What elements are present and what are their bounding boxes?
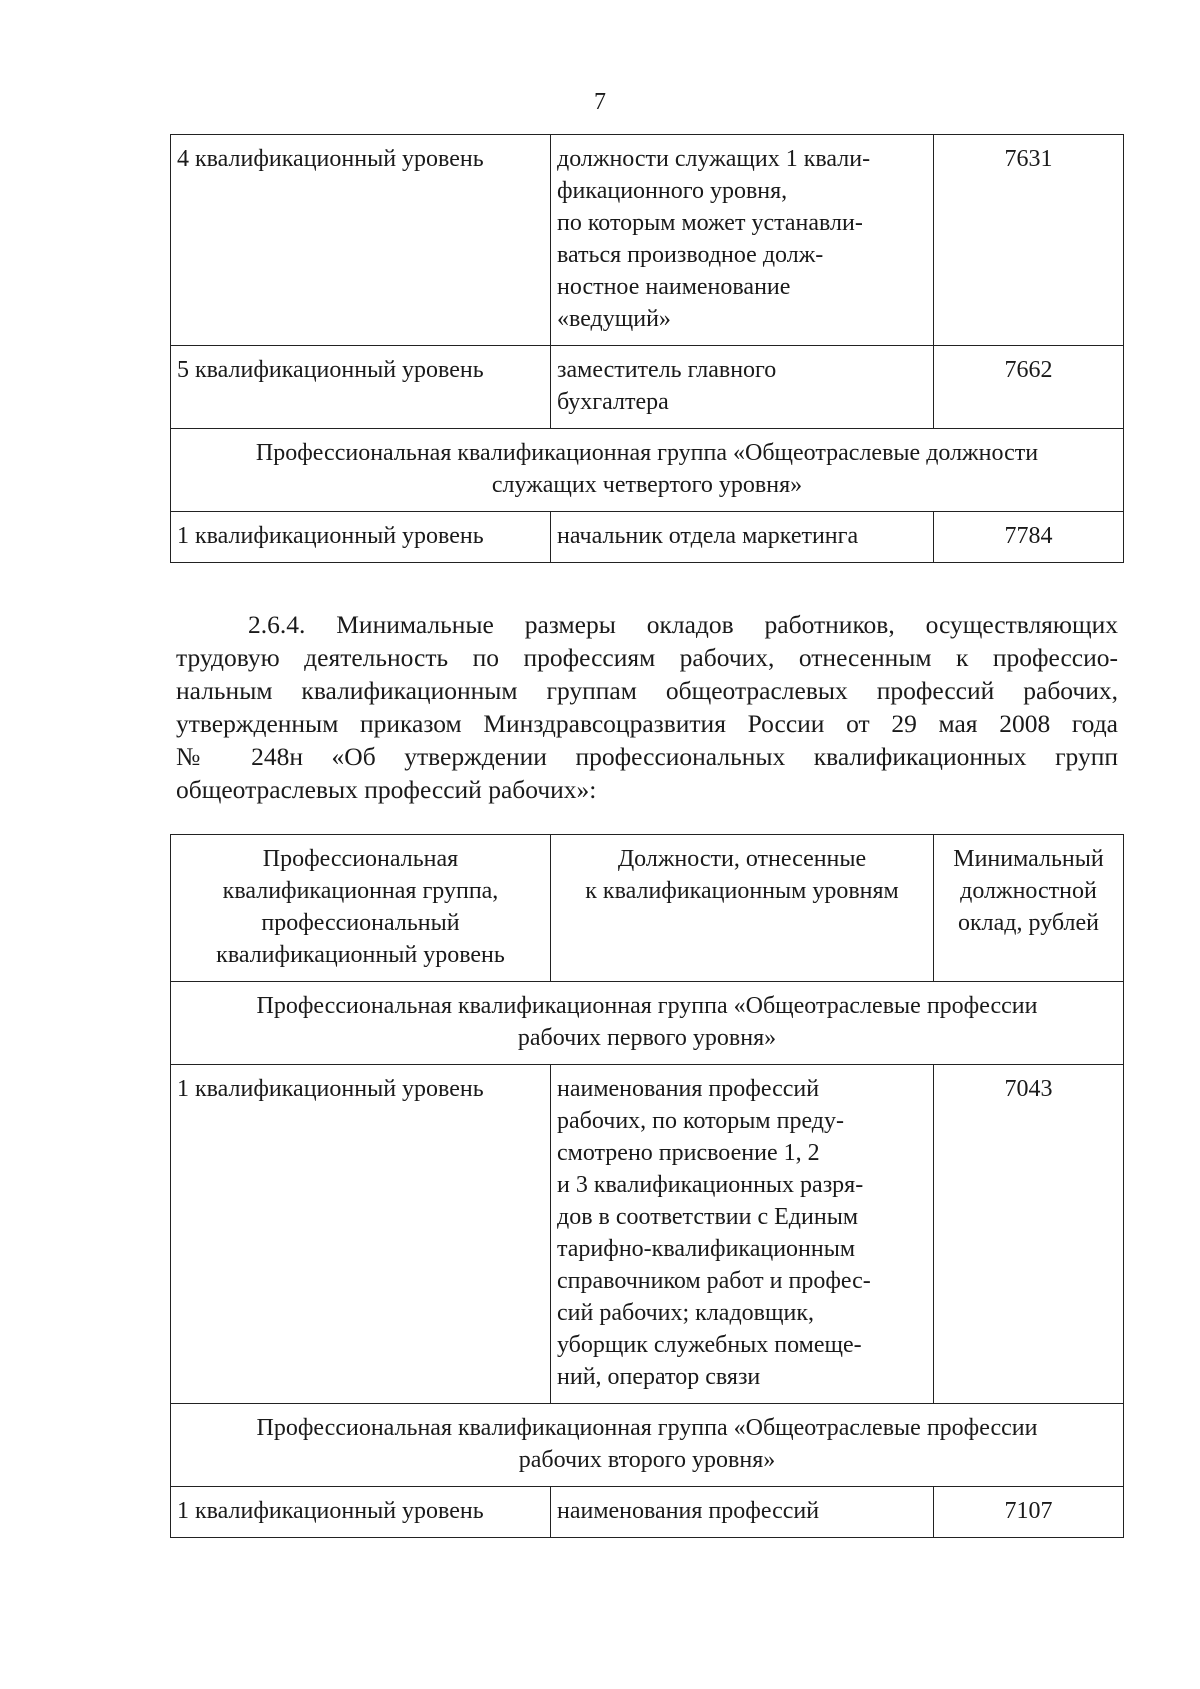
salary-cell: 7662 xyxy=(934,346,1124,429)
salary-table-continued xyxy=(170,134,1124,563)
paragraph-line: 2.6.4. Минимальные размеры окладов работников, осуществляющих xyxy=(248,610,1118,639)
table-row xyxy=(171,512,1124,563)
paragraph-line: нальным квалификационным группам общеотраслевых профессий рабочих, xyxy=(176,676,1118,705)
group-row xyxy=(171,429,1124,512)
qualification-level-cell: 1 квалификационный уровень xyxy=(171,1487,551,1538)
paragraph-line: трудовую деятельность по профессиям рабочих, отнесенным к профессио- xyxy=(176,643,1118,672)
salary-cell: 7784 xyxy=(934,512,1124,563)
table-row xyxy=(171,1065,1124,1404)
salary-cell: 7043 xyxy=(934,1065,1124,1404)
header-minimum-salary: Минимальный должностной оклад, рублей xyxy=(934,835,1124,982)
salary-cell: 7107 xyxy=(934,1487,1124,1538)
salary-cell: 7631 xyxy=(934,135,1124,346)
professional-group-heading: Профессиональная квалификационная группа «Общеотраслевые должности служащих четвертого уровня» xyxy=(171,429,1124,512)
professional-group-heading: Профессиональная квалификационная группа «Общеотраслевые профессии рабочих первого уровня» xyxy=(171,982,1124,1065)
qualification-level-cell: 1 квалификационный уровень xyxy=(171,1065,551,1404)
group-row xyxy=(171,982,1124,1065)
header-positions: Должности, отнесенные к квалификационным уровням xyxy=(551,835,934,982)
paragraph-line: № 248н «Об утверждении профессиональных квалификационных групп xyxy=(176,742,1118,771)
qualification-level-cell: 4 квалификационный уровень xyxy=(171,135,551,346)
workers-salary-table xyxy=(170,834,1124,1538)
positions-cell: начальник отдела маркетинга xyxy=(551,512,934,563)
group-row xyxy=(171,1404,1124,1487)
table-row xyxy=(171,1487,1124,1538)
section-paragraph xyxy=(176,608,1118,806)
header-row xyxy=(171,835,1124,982)
positions-cell: заместитель главного бухгалтера xyxy=(551,346,934,429)
positions-cell: должности служащих 1 квали- фикационного уровня, по которым может устанавли- ваться производное долж- ностное наименование «ведущий» xyxy=(551,135,934,346)
table-row xyxy=(171,346,1124,429)
qualification-level-cell: 1 квалификационный уровень xyxy=(171,512,551,563)
positions-cell: наименования профессий xyxy=(551,1487,934,1538)
positions-cell: наименования профессий рабочих, по которым преду- смотрено присвоение 1, 2 и 3 квалификационных разря- дов в соответствии с Единым тарифно-квалификационным справочником работ и профес- сий рабочих; кладовщик, уборщик служебных помеще- ний, оператор связи xyxy=(551,1065,934,1404)
professional-group-heading: Профессиональная квалификационная группа «Общеотраслевые профессии рабочих второго уровня» xyxy=(171,1404,1124,1487)
header-qualification-group: Профессиональная квалификационная группа, профессиональный квалификационный уровень xyxy=(171,835,551,982)
paragraph-line: общеотраслевых профессий рабочих»: xyxy=(176,775,597,804)
page-number: 7 xyxy=(594,89,606,115)
qualification-level-cell: 5 квалификационный уровень xyxy=(171,346,551,429)
table-row xyxy=(171,135,1124,346)
paragraph-line: утвержденным приказом Минздравсоцразвития России от 29 мая 2008 года xyxy=(176,709,1118,738)
